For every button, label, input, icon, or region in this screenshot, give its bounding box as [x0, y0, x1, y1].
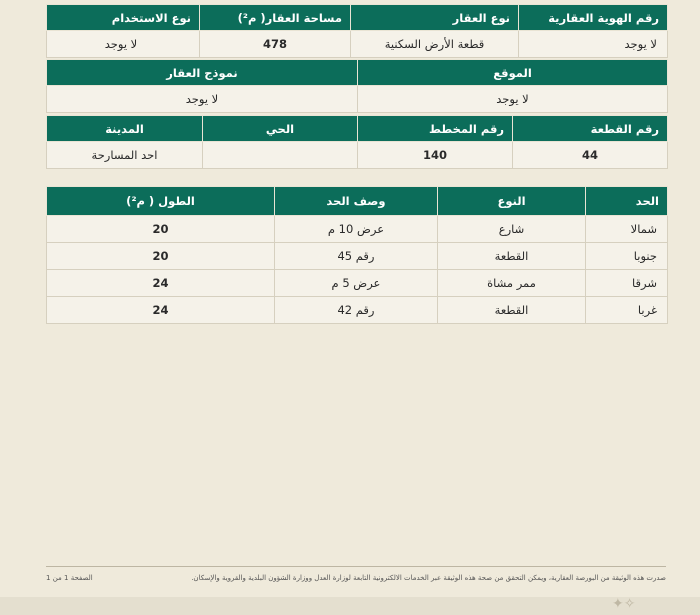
page-footer — [46, 572, 666, 588]
boundary-type: شارع — [438, 216, 586, 243]
header-usage-type: نوع الاستخدام — [47, 5, 200, 31]
boundary-side: شمالا — [586, 216, 668, 243]
value-location: لا يوجد — [358, 86, 668, 113]
boundary-side: شرقا — [586, 270, 668, 297]
table-row — [47, 297, 668, 324]
boundary-length: 24 — [47, 270, 275, 297]
plot-info-table — [46, 115, 668, 169]
table-row — [47, 243, 668, 270]
table-row — [47, 216, 668, 243]
value-plot-number: 44 — [513, 142, 668, 169]
value-district — [203, 142, 358, 169]
boundary-desc: رقم 42 — [275, 297, 438, 324]
header-district: الحي — [203, 116, 358, 142]
bottom-strip — [0, 597, 700, 615]
value-city: احد المسارحة — [47, 142, 203, 169]
header-plot-number: رقم القطعة — [513, 116, 668, 142]
header-property-type: نوع العقار — [351, 5, 519, 31]
header-boundary-type: النوع — [438, 187, 586, 216]
boundary-desc: رقم 45 — [275, 243, 438, 270]
value-plan-number: 140 — [358, 142, 513, 169]
value-property-type: قطعة الأرض السكنية — [351, 31, 519, 58]
boundary-side: جنوبا — [586, 243, 668, 270]
location-table — [46, 59, 668, 113]
value-property-model: لا يوجد — [47, 86, 358, 113]
boundaries-table — [46, 186, 668, 324]
boundary-side: غربا — [586, 297, 668, 324]
header-location: الموقع — [358, 60, 668, 86]
page-number: الصفحة 1 من 1 — [46, 574, 93, 582]
boundary-type: ممر مشاة — [438, 270, 586, 297]
header-boundary-desc: وصف الحد — [275, 187, 438, 216]
boundary-length: 24 — [47, 297, 275, 324]
value-property-area: 478 — [200, 31, 351, 58]
boundary-length: 20 — [47, 216, 275, 243]
property-info-table — [46, 4, 668, 58]
header-property-id: رقم الهوية العقارية — [519, 5, 668, 31]
watermark-logo: ✦✧ — [612, 596, 636, 612]
header-property-area: مساحة العقار( م²) — [200, 5, 351, 31]
boundary-desc: عرض 5 م — [275, 270, 438, 297]
boundary-type: القطعة — [438, 297, 586, 324]
footer-divider — [46, 566, 666, 567]
header-city: المدينة — [47, 116, 203, 142]
value-property-id: لا يوجد — [519, 31, 668, 58]
boundary-type: القطعة — [438, 243, 586, 270]
table-row — [47, 270, 668, 297]
header-plan-number: رقم المخطط — [358, 116, 513, 142]
boundary-desc: عرض 10 م — [275, 216, 438, 243]
header-property-model: نموذج العقار — [47, 60, 358, 86]
header-boundary: الحد — [586, 187, 668, 216]
value-usage-type: لا يوجد — [47, 31, 200, 58]
header-boundary-length: الطول ( م²) — [47, 187, 275, 216]
footer-note: صدرت هذه الوثيقة من البورصة العقارية، ويمكن التحقق من صحة هذه الوثيقة عبر الخدمات الالكترونية التابعة لوزارة العدل ووزارة الشؤون البلدية والقروية والإسكان. — [191, 574, 666, 582]
boundary-length: 20 — [47, 243, 275, 270]
